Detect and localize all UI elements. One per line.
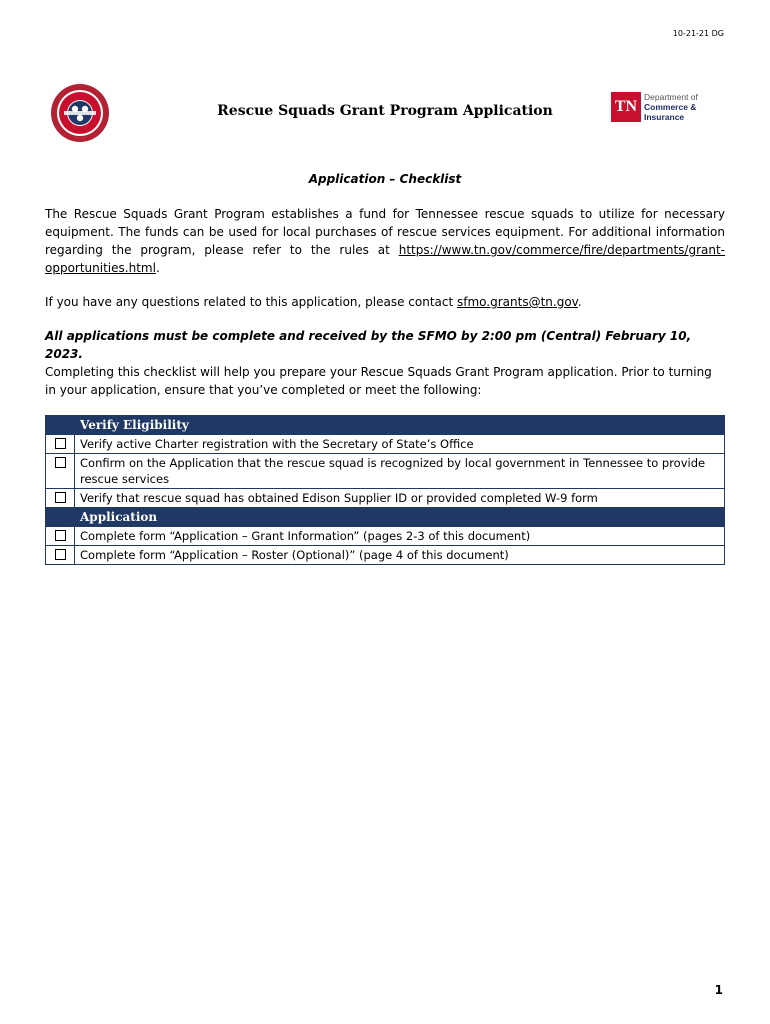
checkbox[interactable] bbox=[55, 530, 66, 541]
document-code: 10-21-21 DG bbox=[672, 29, 724, 38]
checklist-item: Verify that rescue squad has obtained Edison Supplier ID or provided completed W-9 form bbox=[75, 489, 725, 508]
tn-logo-line1: Commerce & bbox=[644, 102, 697, 112]
section-header-application: Application bbox=[75, 508, 725, 527]
tn-logo-line2: Insurance bbox=[644, 112, 685, 122]
checklist-table bbox=[45, 415, 725, 565]
deadline-notice: All applications must be complete and received by the SFMO by 2:00 pm (Central) February 10, 2023. bbox=[45, 329, 692, 361]
tn-logo-mark: TN bbox=[611, 92, 641, 122]
checklist-item: Complete form “Application – Roster (Optional)” (page 4 of this document) bbox=[75, 546, 725, 565]
page-number: 1 bbox=[714, 983, 723, 997]
tn-commerce-insurance-logo bbox=[611, 92, 698, 122]
checklist-row bbox=[46, 546, 725, 565]
checklist-heading: Application – Checklist bbox=[308, 172, 462, 186]
checklist-row bbox=[46, 435, 725, 454]
checklist-item: Verify active Charter registration with the Secretary of State’s Office bbox=[75, 435, 725, 454]
intro-after: . bbox=[155, 261, 160, 275]
intro-text: The Rescue Squads Grant Program establishes a fund for Tennessee rescue squads to utilize for necessary equipment. The funds can be used for local purchases of rescue services equipment. For additional information regarding the program, please refer to the rules at bbox=[45, 207, 725, 257]
contact-after: . bbox=[577, 295, 582, 309]
contact-text: If you have any questions related to this application, please contact bbox=[45, 295, 457, 309]
checklist-row bbox=[46, 454, 725, 489]
contact-email-link[interactable]: sfmo.grants@tn.gov bbox=[457, 295, 578, 309]
form-title: Rescue Squads Grant Program Application bbox=[217, 103, 553, 119]
instructions-paragraph: Completing this checklist will help you prepare your Rescue Squads Grant Program application. Prior to turning in your application, ensure that you’ve completed or meet the following: bbox=[45, 365, 712, 397]
checklist-item: Complete form “Application – Grant Information” (pages 2-3 of this document) bbox=[75, 527, 725, 546]
section-header-eligibility: Verify Eligibility bbox=[75, 416, 725, 435]
intro-paragraph bbox=[45, 205, 725, 277]
checklist-item: Confirm on the Application that the rescue squad is recognized by local government in Tennessee to provide rescue services bbox=[75, 454, 725, 489]
program-rules-link[interactable]: https://www.tn.gov/commerce/fire/departments/grant-opportunities.html bbox=[45, 243, 725, 275]
tn-logo-dept: Department of bbox=[644, 92, 698, 102]
checklist-row bbox=[46, 527, 725, 546]
checklist-row bbox=[46, 489, 725, 508]
checkbox[interactable] bbox=[55, 438, 66, 449]
checkbox[interactable] bbox=[55, 549, 66, 560]
checkbox[interactable] bbox=[55, 457, 66, 468]
checkbox[interactable] bbox=[55, 492, 66, 503]
contact-paragraph bbox=[45, 293, 725, 311]
